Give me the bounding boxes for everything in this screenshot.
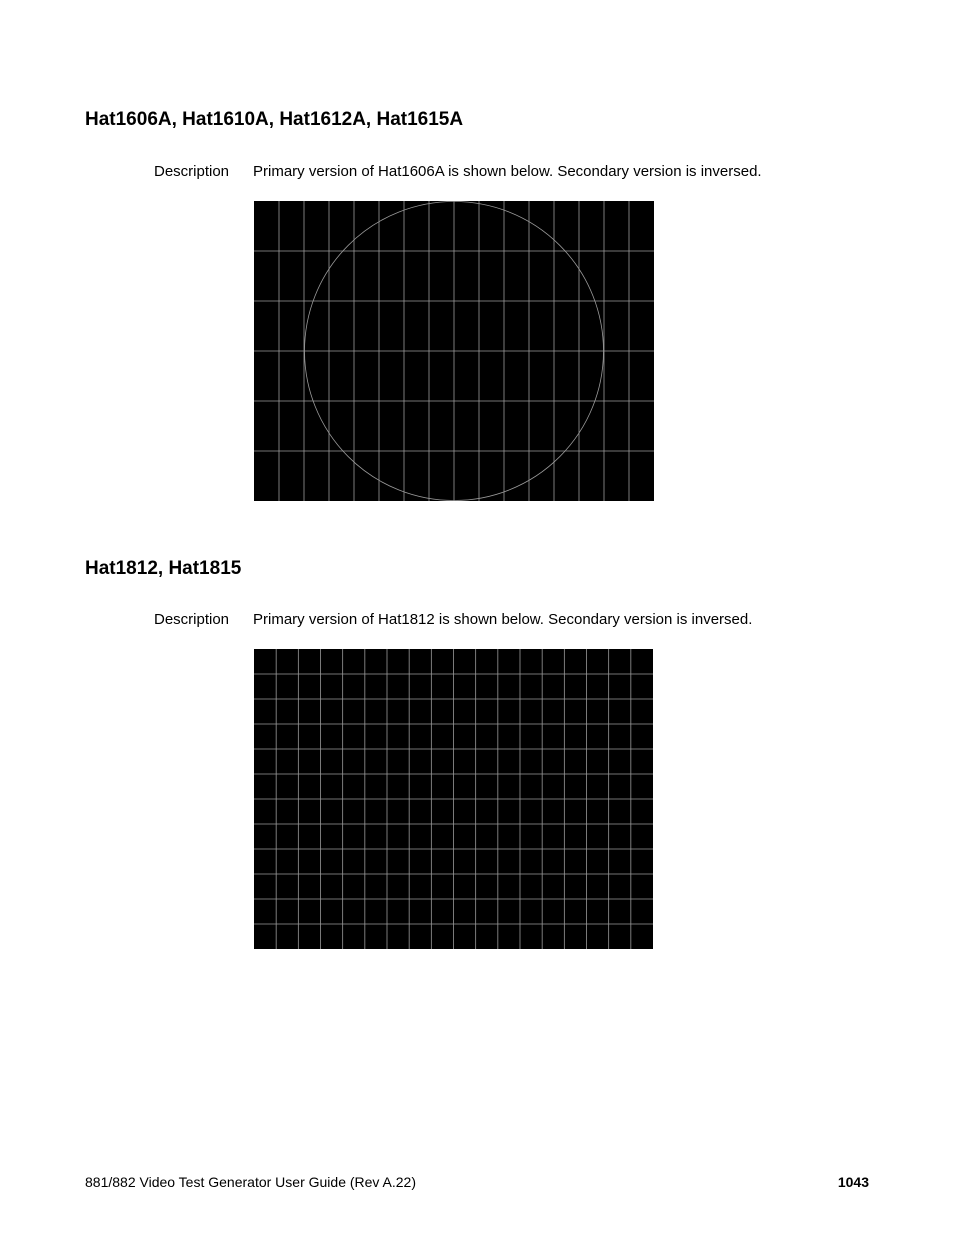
section-heading-hat1812: Hat1812, Hat1815 — [85, 558, 242, 579]
description-text: Primary version of Hat1812 is shown below. Secondary version is inversed. — [253, 611, 753, 628]
description-text: Primary version of Hat1606A is shown below. Secondary version is inversed. — [253, 163, 762, 180]
section-heading-hat1606a: Hat1606A, Hat1610A, Hat1612A, Hat1615A — [85, 109, 464, 130]
footer-guide-title: 881/882 Video Test Generator User Guide (Rev A.22) — [85, 1174, 417, 1190]
hat1606a-test-pattern-image — [254, 201, 654, 501]
hat1812-test-pattern-image — [254, 649, 653, 949]
description-label: Description — [154, 611, 230, 628]
footer-page-number: 1043 — [837, 1174, 869, 1190]
description-label: Description — [154, 163, 230, 180]
